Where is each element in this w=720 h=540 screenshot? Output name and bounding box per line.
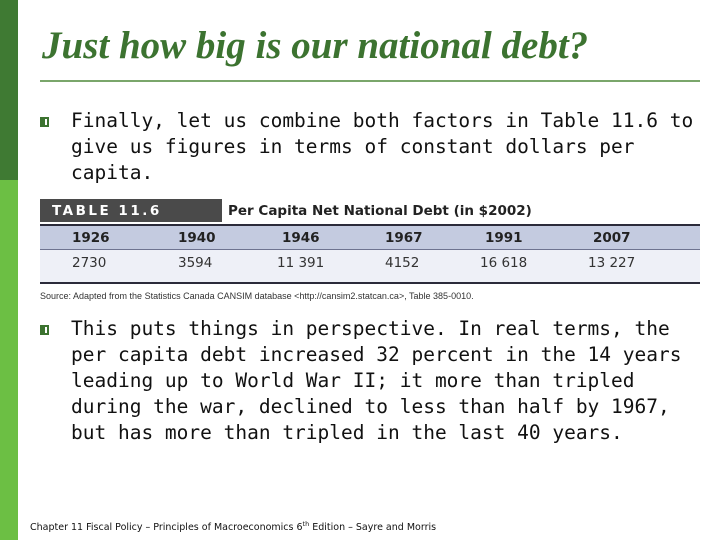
footer-superscript: th [302,520,310,528]
value-cell: 3594 [178,255,213,271]
table-header-rule [40,249,700,250]
year-cell: 1926 [72,230,110,246]
bullet-text: Finally, let us combine both factors in Table 11.6 to give us figures in terms of constant dollars per capita. [71,109,694,184]
year-cell: 1991 [485,230,523,246]
value-cell: 11 391 [277,255,325,271]
value-cell: 4152 [385,255,420,271]
table-body [40,226,700,282]
table-label: TABLE 11.6 [52,203,162,219]
year-cell: 2007 [593,230,631,246]
sidebar-accent-dark [0,0,18,180]
value-cell: 16 618 [480,255,528,271]
footer-text: Chapter 11 Fiscal Policy – Principles of Macroeconomics 6 [30,522,303,534]
year-cell: 1967 [385,230,423,246]
title-underline [40,80,700,82]
value-cell: 2730 [72,255,107,271]
table-bottom-rule [40,282,700,284]
table-label-box [40,199,222,222]
year-cell: 1946 [282,230,320,246]
table-source-note: Source: Adapted from the Statistics Canada CANSIM database <http://cansim2.statcan.ca>, Table 385-0010. [40,291,474,301]
table-title: Per Capita Net National Debt (in $2002) [228,203,532,219]
table-image [36,190,702,310]
table-header-row [40,226,700,249]
table-header [36,194,702,226]
bullet-text: This puts things in perspective. In real terms, the per capita debt increased 32 percent in the 14 years leading up to World War II; it more than tripled during the war, declined to less than half by 1967, but has more than tripled in the last 40 years. [71,317,682,444]
slide-footer [30,520,436,533]
sidebar-accent-light [0,180,18,540]
square-bullet-icon [40,117,49,127]
square-bullet-icon [40,325,49,335]
footer-text-suffix: Edition – Sayre and Morris [309,522,437,534]
year-cell: 1940 [178,230,216,246]
value-cell: 13 227 [588,255,636,271]
slide-title: Just how big is our national debt? [42,24,589,67]
